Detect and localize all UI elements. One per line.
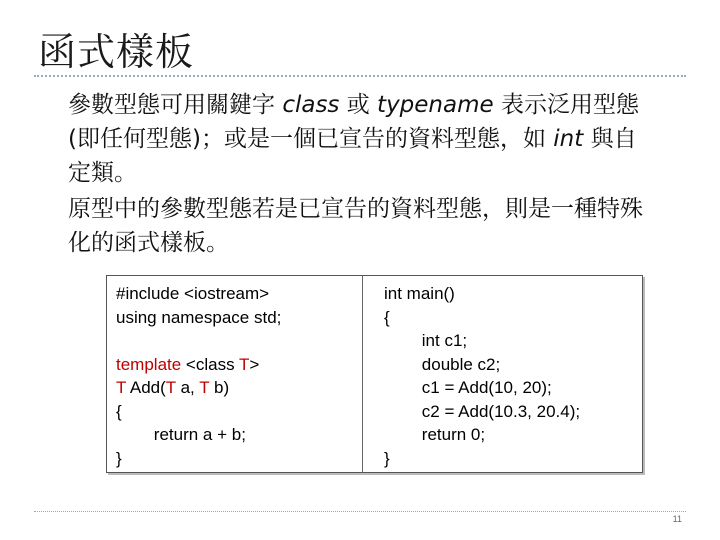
code-type-param: T xyxy=(239,354,250,374)
bullet-text: 與自定類。 xyxy=(68,126,637,186)
bullet-item-specialization xyxy=(38,192,658,260)
slide-title: 函式樣板 xyxy=(38,30,195,74)
code-type-param: T xyxy=(199,378,210,397)
code-token: a, xyxy=(175,378,200,397)
code-token: b) xyxy=(209,378,230,397)
keyword-int: int xyxy=(553,126,584,152)
code-line: return a + b; xyxy=(116,425,246,444)
bullet-item-keywords xyxy=(38,88,658,190)
code-keyword-template: template xyxy=(116,354,182,374)
bullet-text: 表示泛用型態 (即任何型態)；或是一個已宣告的資料型態，如 xyxy=(68,92,639,152)
code-line: c2 = Add(10.3, 20.4); xyxy=(384,401,581,421)
code-template-definition xyxy=(116,282,281,470)
code-line: { xyxy=(116,401,122,421)
code-line: int c1; xyxy=(384,331,468,350)
code-line: double c2; xyxy=(384,354,501,374)
code-column-divider xyxy=(362,275,363,473)
title-divider xyxy=(34,75,686,77)
keyword-class: class xyxy=(282,92,340,118)
code-line: using namespace std; xyxy=(116,307,282,327)
code-type-param: T xyxy=(165,378,176,397)
code-main-function xyxy=(384,282,580,470)
code-token: <class xyxy=(181,354,240,374)
code-line: int main() xyxy=(384,284,455,303)
bullet-text: 參數型態可用關鍵字 xyxy=(68,92,283,118)
bullet-text: 原型中的參數型態若是已宣告的資料型態，則是一種特殊化的函式樣板。 xyxy=(68,196,643,256)
footer-divider xyxy=(34,511,686,512)
code-line: #include <iostream> xyxy=(116,284,270,303)
bullet-list xyxy=(38,88,658,262)
code-token: > xyxy=(249,354,260,374)
code-line xyxy=(116,353,281,377)
page-number: 11 xyxy=(672,514,682,524)
code-type-param: T xyxy=(116,378,127,397)
keyword-typename: typename xyxy=(377,92,494,118)
code-line: c1 = Add(10, 20); xyxy=(384,378,552,397)
bullet-text: 或 xyxy=(339,92,378,118)
code-blank-line xyxy=(116,329,281,353)
code-line: } xyxy=(384,448,390,468)
code-token: Add( xyxy=(126,378,166,397)
code-line: return 0; xyxy=(384,425,486,444)
code-line xyxy=(116,376,281,400)
code-line: { xyxy=(384,307,390,327)
code-line: } xyxy=(116,448,122,468)
